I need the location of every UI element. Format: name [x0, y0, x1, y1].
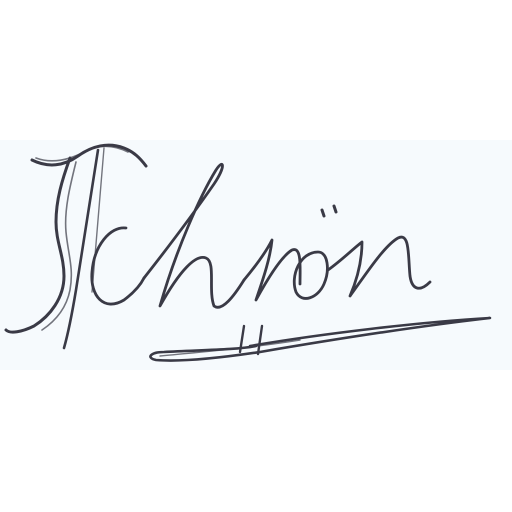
letter-n: [244, 240, 300, 300]
letter-h: [144, 164, 244, 307]
s-body: [6, 158, 70, 332]
s-top-flourish: [32, 145, 146, 166]
signature-strokes: [6, 145, 490, 360]
underline-flourish: [150, 318, 490, 361]
letter-c: [92, 228, 144, 304]
letter-n-final: [328, 237, 430, 296]
underline-mark-right: [258, 326, 262, 354]
umlaut-dot-left: [322, 210, 324, 216]
umlaut-dot-right: [334, 206, 336, 212]
